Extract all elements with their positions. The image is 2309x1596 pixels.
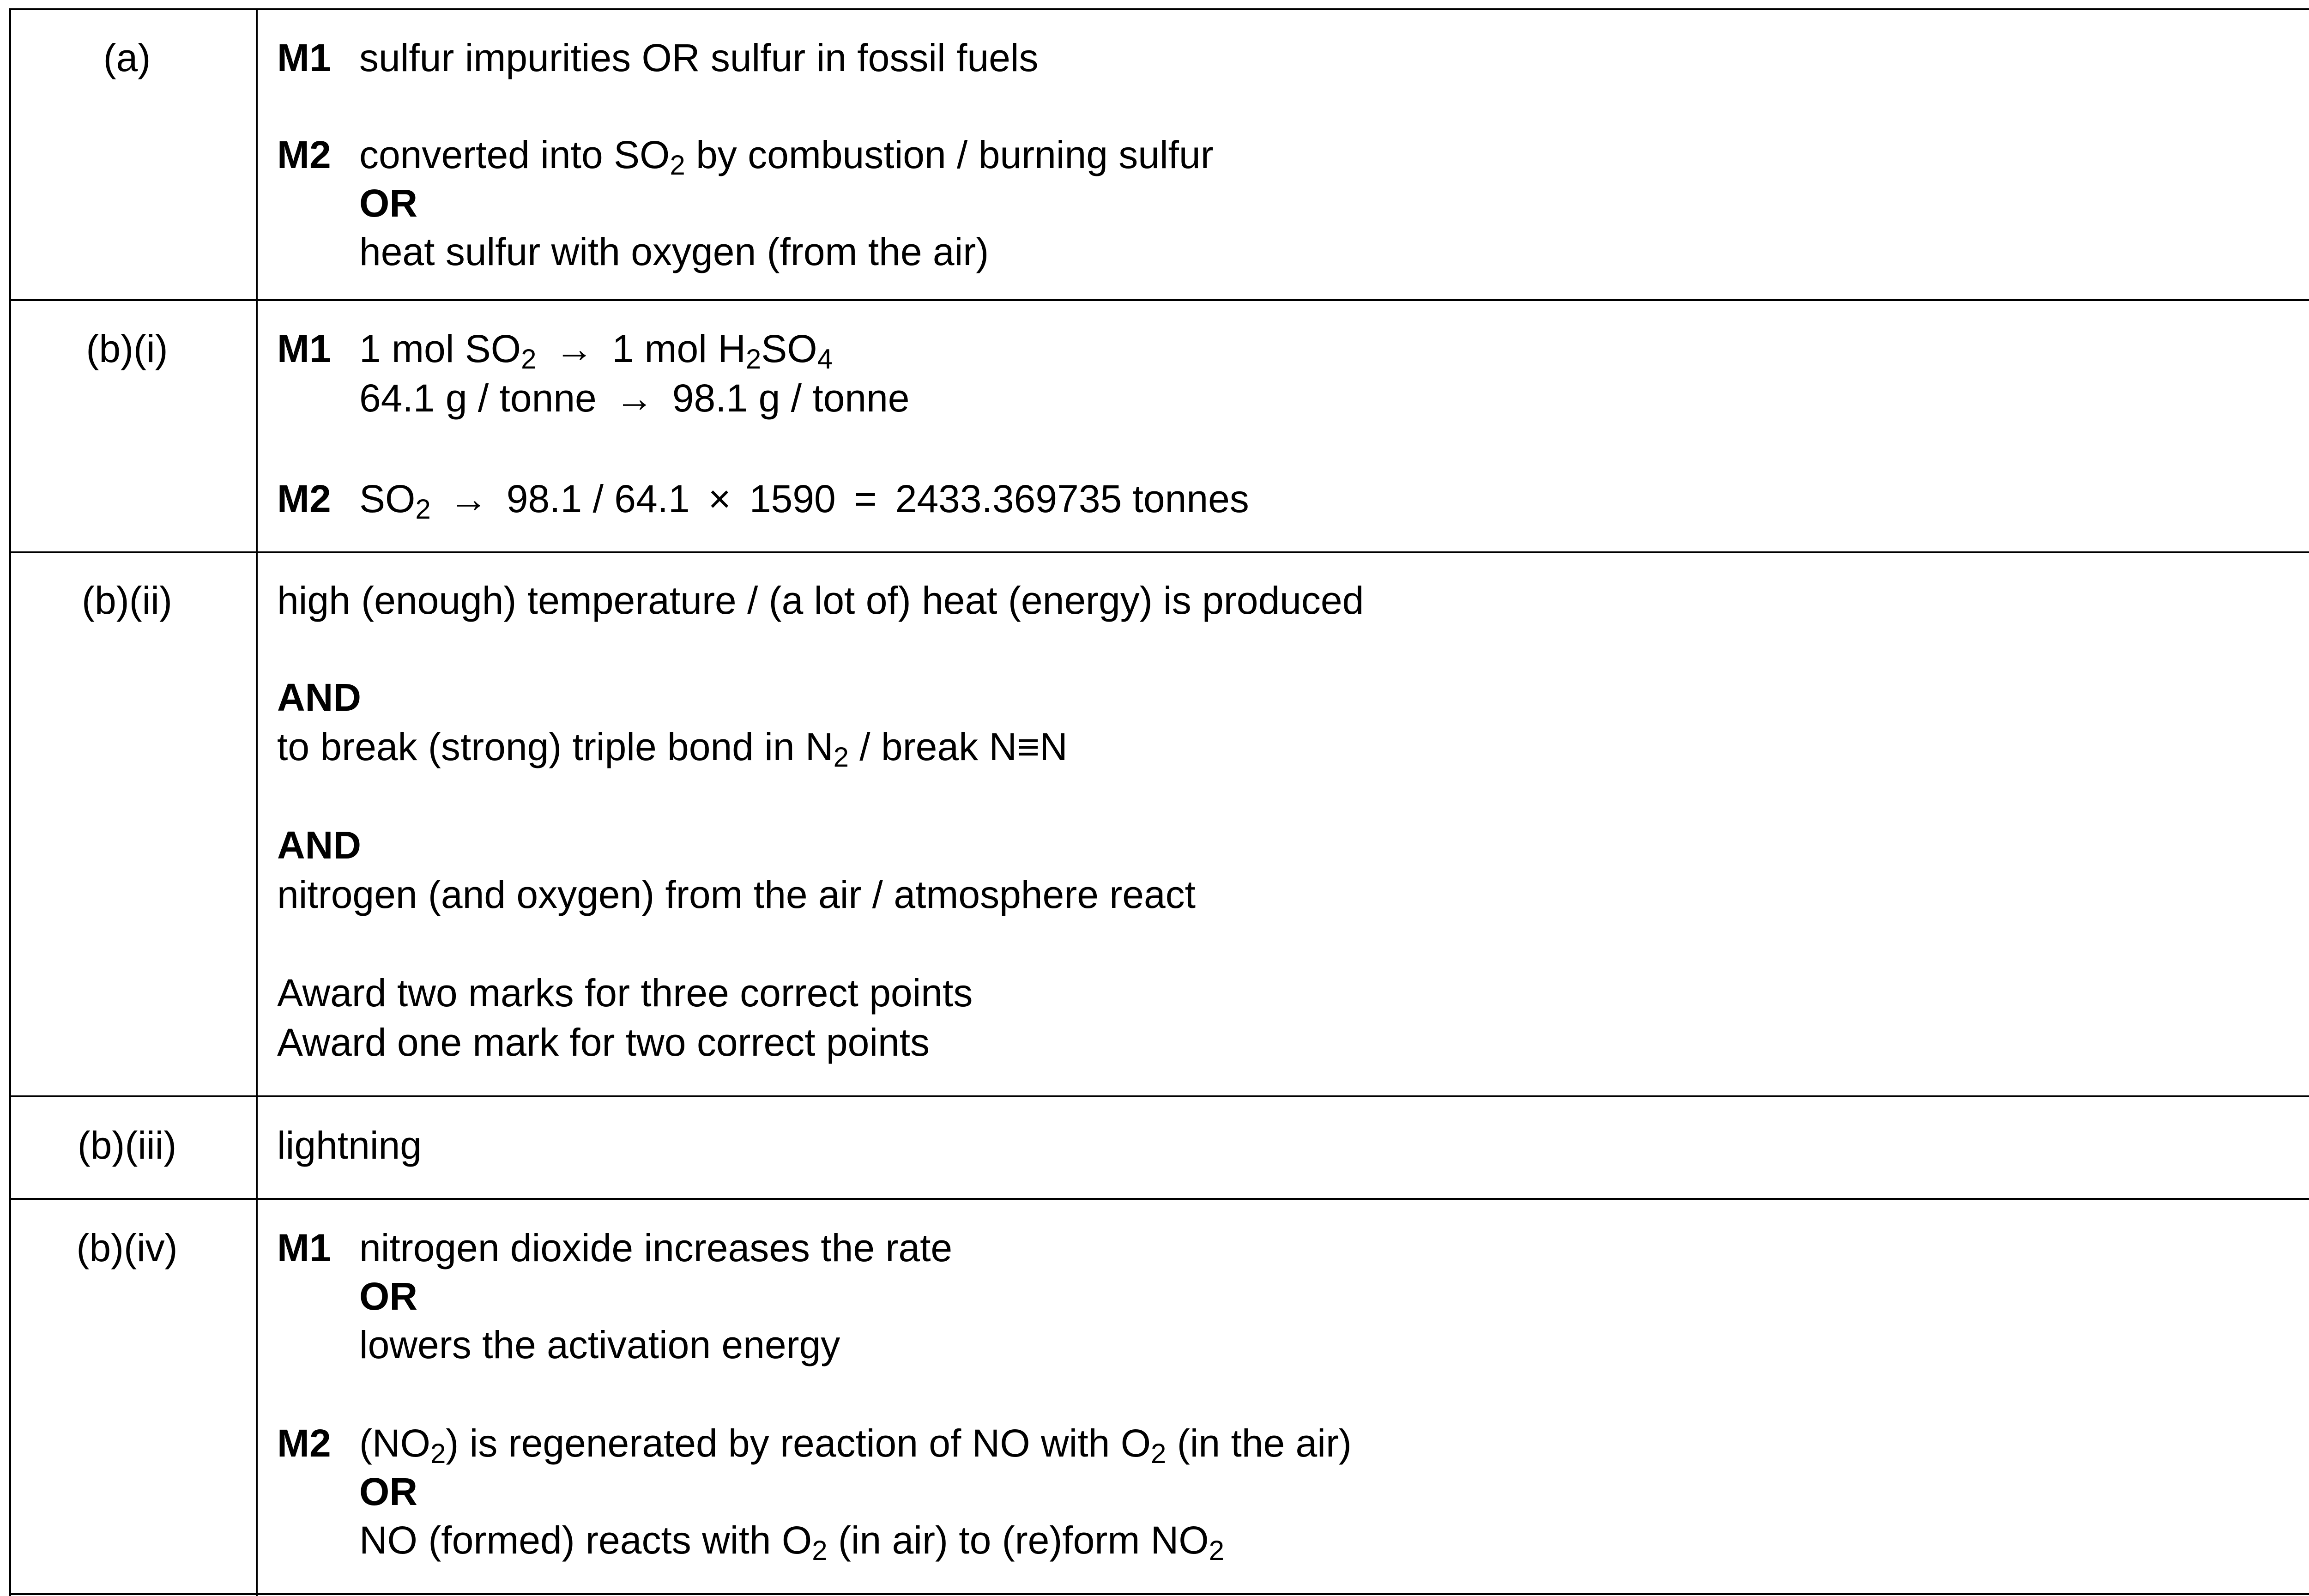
answer-text: SO — [761, 327, 817, 370]
answer-line — [277, 724, 1068, 773]
and-keyword: AND — [277, 823, 361, 867]
answer-text: nitrogen dioxide increases the rate — [359, 1226, 953, 1270]
mark-point-label: M1 — [277, 1226, 331, 1270]
question-number: (b)(iv) — [76, 1226, 178, 1270]
answer-text: 1 mol SO — [359, 327, 521, 370]
question-number: (b)(iii) — [77, 1124, 177, 1167]
answer-text: (in the air) — [1166, 1421, 1352, 1465]
answer-text: to break (strong) triple bond in N — [277, 725, 834, 768]
answer-text: high (enough) temperature / (a lot of) heat (energy) is produced — [277, 579, 1364, 622]
answer-text: 98.1 g / tonne — [672, 376, 910, 420]
answer-line — [277, 476, 1249, 525]
subscript: 2 — [745, 344, 762, 375]
mark-point-label: M2 — [277, 1421, 331, 1465]
answer-line — [277, 1420, 1352, 1469]
answer-line — [277, 1225, 952, 1271]
answer-text: / break N≡N — [848, 725, 1068, 768]
table-border-left — [9, 9, 11, 1596]
subscript: 2 — [1209, 1535, 1225, 1566]
subscript: 2 — [833, 742, 849, 773]
row-divider — [9, 1095, 2309, 1097]
or-keyword: OR — [359, 1470, 417, 1513]
answer-text: nitrogen (and oxygen) from the air / atmosphere react — [277, 873, 1196, 916]
answer-text: 1 mol H — [612, 327, 746, 370]
subscript: 2 — [521, 344, 537, 375]
answer-line — [277, 132, 1214, 181]
arrow-symbol: → — [449, 477, 488, 520]
answer-text: 1590 — [749, 477, 836, 520]
subscript: 2 — [430, 1438, 446, 1469]
answer-text: ) is regenerated by reaction of NO with O — [446, 1421, 1151, 1465]
answer-text: NO (formed) reacts with O — [359, 1518, 812, 1562]
answer-text: (in air) to (re)form NO — [827, 1518, 1209, 1562]
multiply-symbol: × — [708, 477, 731, 520]
answer-text: lightning — [277, 1124, 422, 1167]
answer-text: sulfur impurities OR sulfur in fossil fuels — [359, 36, 1039, 79]
subscript: 2 — [415, 494, 431, 525]
answer-line — [359, 375, 910, 421]
question-number: (b)(i) — [86, 327, 168, 370]
answer-text: by combustion / burning sulfur — [685, 133, 1214, 176]
mark-point-label: M2 — [277, 477, 331, 520]
subscript: 2 — [812, 1535, 828, 1566]
row-divider — [9, 551, 2309, 553]
question-number: (a) — [103, 36, 151, 79]
answer-text: 2433.369735 tonnes — [895, 477, 1249, 520]
arrow-symbol: → — [615, 376, 654, 420]
mark-point-label: M1 — [277, 36, 331, 79]
or-keyword: OR — [359, 181, 417, 225]
subscript: 4 — [817, 344, 833, 375]
column-divider-1 — [256, 9, 258, 1596]
answer-text: heat sulfur with oxygen (from the air) — [359, 230, 989, 273]
mark-point-label: M2 — [277, 133, 331, 176]
subscript: 2 — [1151, 1438, 1167, 1469]
equals-symbol: = — [854, 477, 877, 520]
question-number: (b)(ii) — [82, 579, 172, 622]
answer-text: (NO — [359, 1421, 430, 1465]
and-keyword: AND — [277, 676, 361, 719]
answer-text: 64.1 g / tonne — [359, 376, 597, 420]
answer-text: SO — [359, 477, 416, 520]
row-divider — [9, 1593, 2309, 1595]
row-divider — [9, 8, 2309, 10]
subscript: 2 — [670, 150, 685, 181]
answer-line — [277, 35, 1038, 81]
award-guidance: Award two marks for three correct points — [277, 971, 973, 1015]
answer-line — [277, 326, 833, 375]
answer-text: converted into SO — [359, 133, 670, 176]
award-guidance: Award one mark for two correct points — [277, 1021, 930, 1064]
answer-text: lowers the activation energy — [359, 1323, 840, 1366]
row-divider — [9, 1198, 2309, 1200]
or-keyword: OR — [359, 1275, 417, 1318]
answer-line — [359, 1517, 1225, 1566]
answer-text: 98.1 / 64.1 — [506, 477, 690, 520]
mark-point-label: M1 — [277, 327, 331, 370]
row-divider — [9, 299, 2309, 301]
arrow-symbol: → — [555, 327, 594, 370]
